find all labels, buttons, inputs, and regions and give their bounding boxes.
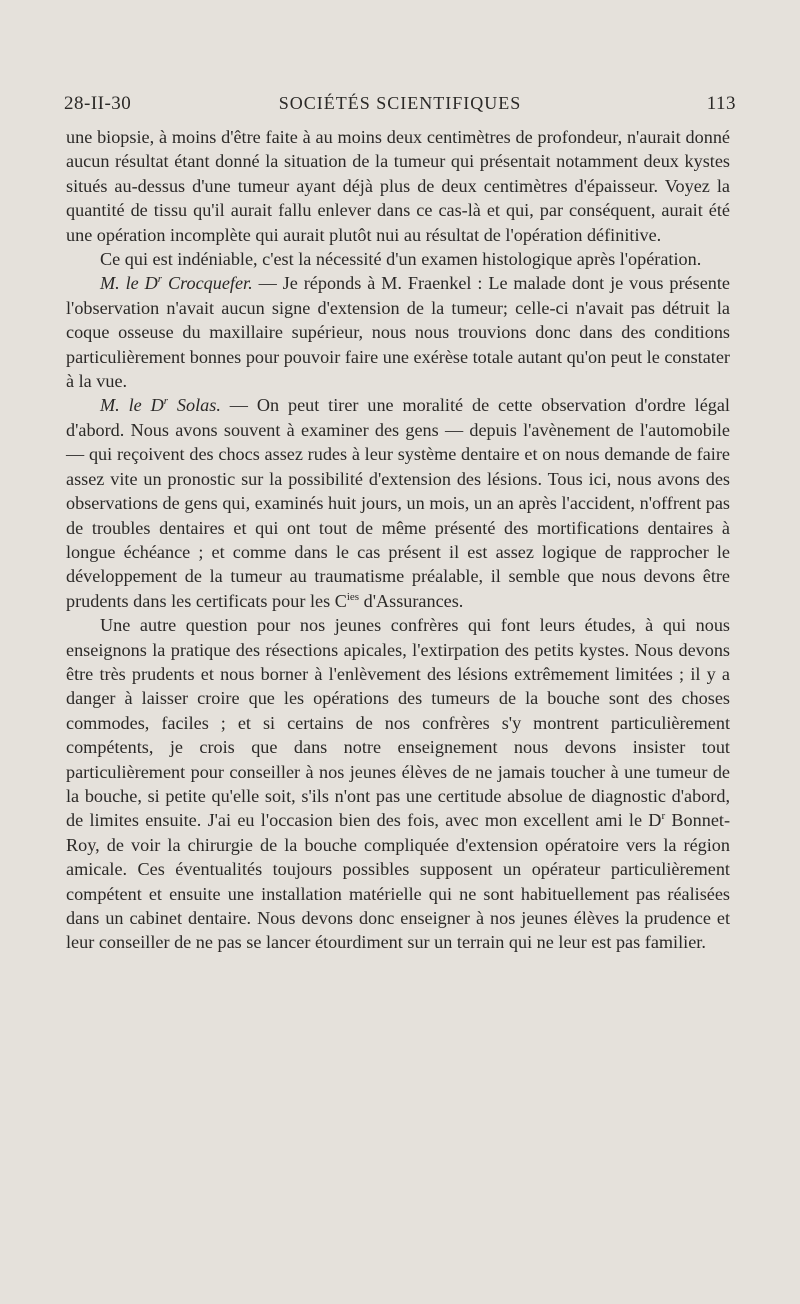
paragraph-crocquefer: [66, 271, 730, 393]
page-number: 113: [706, 93, 736, 114]
paragraph-text-end: d'Assurances.: [359, 590, 464, 611]
speaker-prefix: M. le D: [100, 395, 164, 416]
header-title: SOCIÉTÉS SCIENTIFIQUES: [278, 93, 522, 113]
paragraph-5: [66, 613, 730, 955]
header-date: 28-II-30: [64, 93, 132, 114]
speaker-title-sup: r: [163, 395, 169, 408]
speaker-title-sup: r: [157, 273, 163, 286]
body-text: [66, 125, 730, 955]
paragraph-text: Une autre question pour nos jeunes confrères qui font leurs études, à qui nous enseignons la pratique des résections apicales, l'extirpation des petits kystes. Nous devons être très prudents et nous borner à l'enlèvement des lésions extrêmement limitées ; il y a danger à laisser croire que les opérations des tumeurs de la bouche sont des choses commodes, faciles ; et si certains de nos confrères s'y montrent particulièrement compétents, je crois que dans notre enseignement nous devons insister tout particulièrement pour conseiller à nos jeunes élèves de ne jamais toucher à une tumeur de la bouche, si petite qu'elle soit, s'ils n'ont pas une certitude absolue de diagnostic d'abord, de limites ensuite. J'ai eu l'occasion bien des fois, avec mon excellent ami le D: [66, 615, 730, 831]
paragraph-text: — On peut tirer une moralité de cette observation d'ordre légal d'abord. Nous avons souvent à examiner des gens — depuis l'avènement de l'automobile — qui reçoivent des chocs assez rudes à leur système dentaire et on nous demande de faire assez vite un pronostic sur la possibilité d'extension des lésions. Tous ici, nous avons des observations de gens qui, examinés huit jours, un mois, un an après l'accident, n'offrent pas de troubles dentaires et qui ont tout de même présenté des mortifications dentaires à longue échéance ; et comme dans le cas présent il est assez logique de rapprocher le développement de la tumeur au traumatisme préalable, il semble que nous devons être prudents dans les certificats pour les C: [66, 395, 730, 611]
companies-abbrev-sup: ies: [346, 590, 360, 603]
speaker-crocquefer: [100, 273, 253, 293]
speaker-name: Solas.: [168, 395, 221, 416]
speaker-solas: [100, 395, 221, 415]
paragraph-1: une biopsie, à moins d'être faite à au moins deux centimètres de profondeur, n'aurait donné aucun résultat étant donné la situation de la tumeur qui présentait notamment deux kystes situés au-dessus d'une tumeur ayant déjà plus de deux centimètres d'épaisseur. Voyez la quantité de tissu qu'il aurait fallu enlever dans ce cas-là et qui, par conséquent, aurait été une opération incomplète qui aurait plutôt nui au résultat de l'opération définitive.: [66, 127, 730, 245]
paragraph-solas: [66, 393, 730, 613]
paragraph-2: Ce qui est indéniable, c'est la nécessité d'un examen histologique après l'opération.: [100, 249, 702, 270]
running-header: [64, 93, 736, 119]
paragraph-text: — Je réponds à M. Fraenkel : Le malade dont je vous présente l'observation n'avait aucun signe d'extension de la tumeur; celle-ci n'avait pas détruit la coque osseuse du maxillaire supérieur, nous nous trouvions donc dans des conditions particulièrement bonnes pour pouvoir faire une exérèse totale autant qu'on peut le constater à la vue.: [66, 273, 730, 392]
speaker-name: Crocquefer.: [162, 273, 253, 294]
doctor-abbrev-sup: r: [661, 810, 666, 823]
paragraph-text-end: Bonnet-Roy, de voir la chirurgie de la bouche compliquée d'extension opératoire vers la région amicale. Ces éventualités toujours possibles supposent un opérateur particulièrement compétent et ensuite une installation matérielle qui ne sont habituellement pas réalisées dans un cabinet dentaire. Nous devons donc enseigner à nos jeunes élèves la prudence et leur conseiller de ne pas se lancer étourdiment sur un terrain qui ne leur est pas familier.: [66, 810, 730, 953]
speaker-prefix: M. le D: [100, 273, 158, 294]
